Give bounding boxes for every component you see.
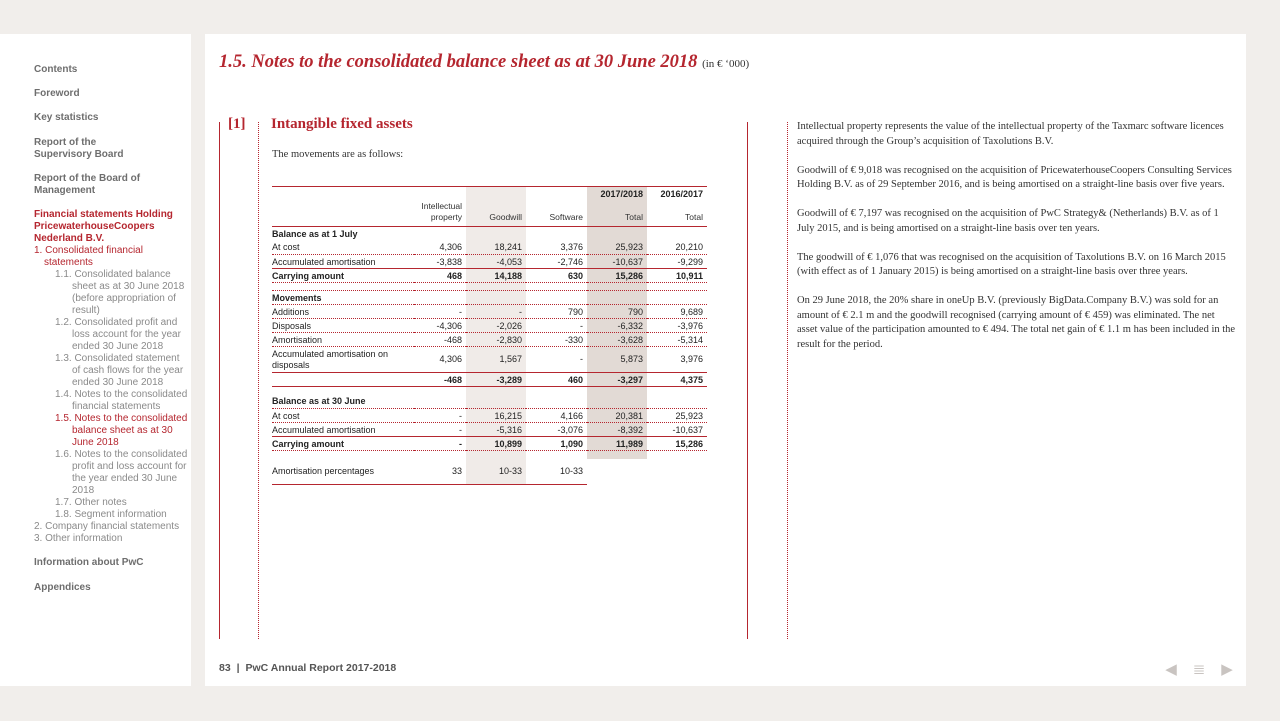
page-number: 83 — [219, 662, 231, 674]
left-dotted-rule — [258, 122, 259, 639]
page-title — [219, 52, 749, 73]
table-section-header: Balance as at 1 July — [272, 227, 707, 241]
sidebar-item-supervisory-board[interactable]: Report of the Supervisory Board — [34, 137, 124, 160]
footer — [219, 662, 396, 674]
main-content — [205, 34, 1246, 686]
paragraph: Goodwill of € 9,018 was recognised on the acquisition of PricewaterhouseCoopers Consulting Services Holding B.V. as of 29 September 2016, and is being amortised on a straight-line basis over five years. — [797, 164, 1232, 190]
report-name: PwC Annual Report 2017-2018 — [245, 662, 397, 674]
col-goodwill: Goodwill — [466, 201, 526, 227]
sidebar-item-contents[interactable]: Contents — [34, 64, 78, 75]
sidebar-sub-1-2[interactable]: 1.2. Consolidated profit and loss account for the year ended 30 June 2018 — [55, 317, 181, 352]
sidebar — [0, 34, 191, 686]
next-page-icon[interactable]: ▶ — [1221, 661, 1233, 678]
table-row: Accumulated amortisation -3,838 -4,053 -2,746 -10,637 -9,299 — [272, 255, 707, 269]
sidebar-sub-1-6[interactable]: 1.6. Notes to the consolidated profit and loss account for the year ended 30 June 2018 — [55, 449, 188, 496]
note-number: [1] — [228, 116, 246, 132]
sidebar-item-board-of-management[interactable]: Report of the Board of Management — [34, 173, 141, 196]
col-total-prior: Total — [685, 212, 703, 222]
sidebar-sub-1-5[interactable]: 1.5. Notes to the consolidated balance sheet as at 30 June 2018 — [55, 413, 188, 448]
col-year-current: 2017/2018 — [587, 187, 647, 201]
table-row: Carrying amount 468 14,188 630 15,286 10,911 — [272, 269, 707, 283]
sidebar-sub-1-4[interactable]: 1.4. Notes to the consolidated financial statements — [55, 389, 188, 412]
table-row: Accumulated amortisation - -5,316 -3,076 -8,392 -10,637 — [272, 423, 707, 437]
sidebar-sub-1-8[interactable]: 1.8. Segment information — [55, 509, 167, 520]
footer-separator: | — [236, 662, 240, 674]
table-row: Disposals -4,306 -2,026 - -6,332 -3,976 — [272, 319, 707, 333]
table-section-header: Movements — [272, 291, 707, 305]
intangible-assets-table — [272, 186, 707, 485]
sidebar-item-key-statistics[interactable]: Key statistics — [34, 112, 99, 123]
page-title-text: 1.5. Notes to the consolidated balance sheet as at 30 June 2018 — [219, 52, 698, 72]
col-software: Software — [549, 212, 583, 222]
sidebar-sub-1-1[interactable]: 1.1. Consolidated balance sheet as at 30 June 2018 (before appropriation of result) — [55, 269, 185, 316]
page-navigation — [1163, 660, 1235, 678]
table-row-amortisation: Amortisation percentages 33 10-33 10-33 — [272, 459, 707, 485]
menu-icon[interactable]: ≣ — [1192, 661, 1206, 678]
right-dotted-rule — [787, 122, 788, 639]
left-rule — [219, 122, 220, 639]
previous-page-icon[interactable]: ◀ — [1165, 661, 1177, 678]
sidebar-item-appendices[interactable]: Appendices — [34, 582, 91, 593]
table-row: Carrying amount - 10,899 1,090 11,989 15,286 — [272, 437, 707, 451]
paragraph: On 29 June 2018, the 20% share in oneUp B.V. (previously BigData.Company B.V.) was sold for an amount of € 2.1 m and the goodwill recognised (carrying amount of € 459) was eliminated. The net asset value of the participation amounted to € 494. The total net gain of € 1.1 m has been included in the result for the period. — [797, 295, 1236, 350]
sidebar-sub-consolidated-fs[interactable]: 1. Consolidated financial statements — [34, 245, 143, 268]
table-section-header: Balance as at 30 June — [272, 395, 707, 409]
paragraph: Goodwill of € 7,197 was recognised on the acquisition of PwC Strategy& (Netherlands) B.V. as of 1 July 2015, and is being amortised on a straight-line basis over ten years. — [797, 208, 1219, 234]
sidebar-item-about-pwc[interactable]: Information about PwC — [34, 557, 144, 568]
sidebar-sub-1-7[interactable]: 1.7. Other notes — [55, 497, 127, 508]
col-total: Total — [587, 201, 647, 227]
sidebar-item-foreword[interactable]: Foreword — [34, 88, 80, 99]
table-row: -468 -3,289 460 -3,297 4,375 — [272, 373, 707, 387]
middle-rule — [747, 122, 748, 639]
col-year-prior: 2016/2017 — [647, 187, 707, 201]
sidebar-item-financial-statements[interactable]: Financial statements Holding PricewaterhouseCoopers Nederland B.V. — [34, 209, 173, 244]
table-header-years — [272, 187, 707, 201]
sidebar-sub-company-fs[interactable]: 2. Company financial statements — [34, 521, 180, 532]
table-row: Amortisation -468 -2,830 -330 -3,628 -5,314 — [272, 333, 707, 347]
paragraph: The goodwill of € 1,076 that was recognised on the acquisition of Taxolutions B.V. on 16 March 2015 (with effect as of 1 January 2015) is being amortised on a straight-line basis over three years. — [797, 251, 1226, 277]
table-row: Accumulated amortisation on disposals 4,306 1,567 - 5,873 3,976 — [272, 347, 707, 373]
paragraph: Intellectual property represents the value of the intellectual property of the Taxmarc software licences acquired through the Group’s acquisition of Taxolutions B.V. — [797, 121, 1224, 147]
sidebar-sub-other-info[interactable]: 3. Other information — [34, 533, 123, 544]
unit-label: (in € ‘000) — [702, 58, 750, 70]
notes-text — [797, 120, 1237, 367]
table-header-columns — [272, 201, 707, 227]
col-intellectual-property: Intellectual property — [421, 201, 462, 222]
table-row: At cost - 16,215 4,166 20,381 25,923 — [272, 409, 707, 423]
section-title: Intangible fixed assets — [271, 116, 413, 132]
sidebar-sub-1-3[interactable]: 1.3. Consolidated statement of cash flows for the year ended 30 June 2018 — [55, 353, 184, 388]
intro-text: The movements are as follows: — [272, 149, 404, 160]
table-row: Additions - - 790 790 9,689 — [272, 305, 707, 319]
table-row: At cost 4,306 18,241 3,376 25,923 20,210 — [272, 241, 707, 255]
